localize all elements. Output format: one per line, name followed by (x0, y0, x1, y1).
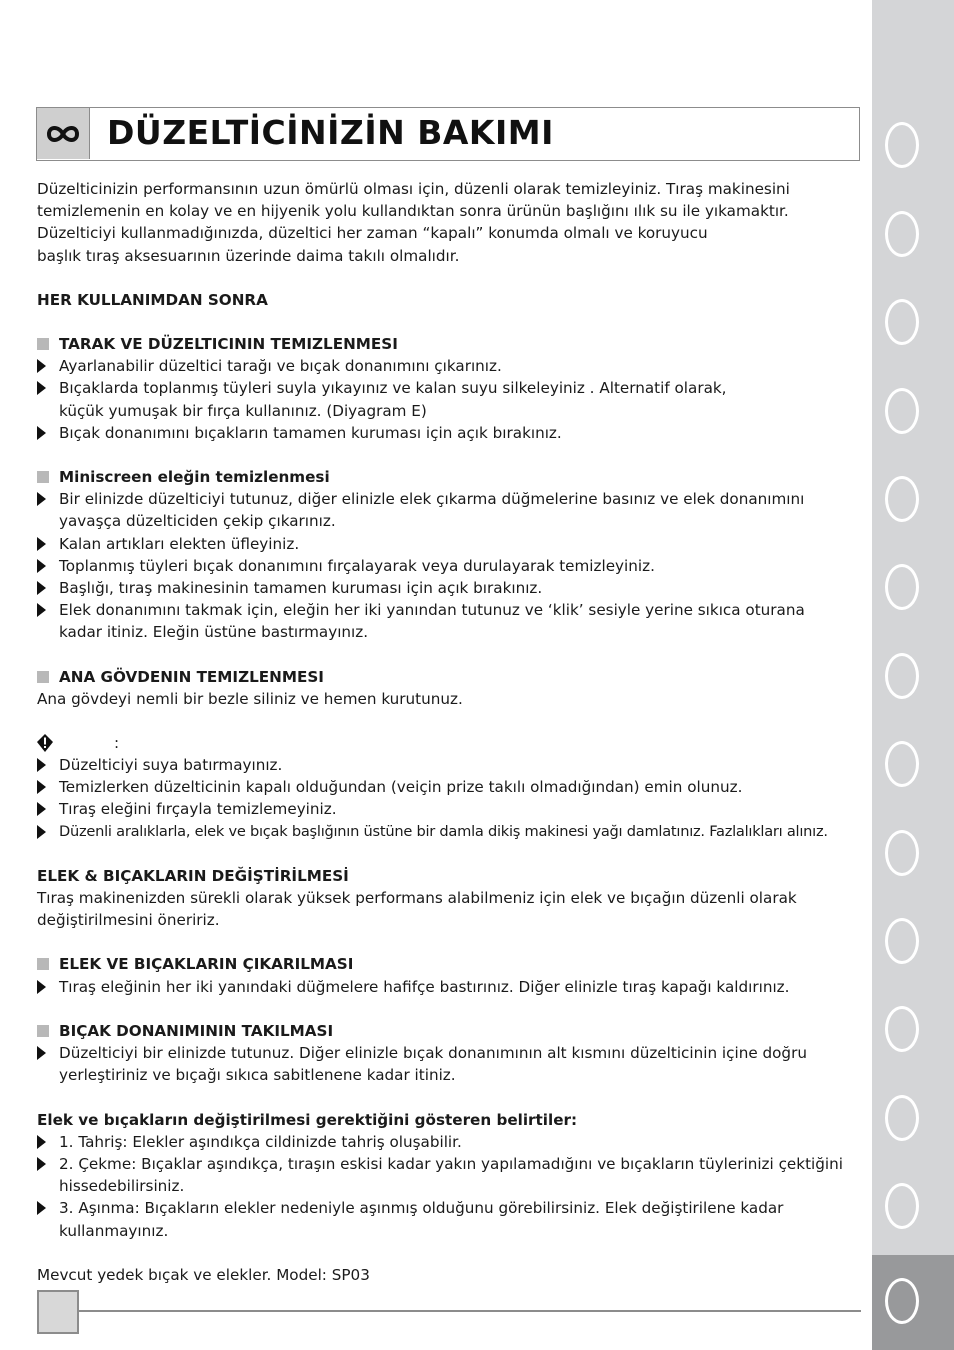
language-tab[interactable] (885, 122, 919, 168)
language-tab[interactable] (885, 1006, 919, 1052)
list-item: 3. Aşınma: Bıçakların elekler nedeniyle aşınmış olduğunu görebilirsiniz. Elek değiştirilene kadar kullanmayınız. (37, 1197, 867, 1241)
replacement-text: değiştirilmesini öneririz. (37, 911, 220, 930)
comb-cleaning-heading: TARAK VE DÜZELTICININ TEMIZLENMESI (37, 333, 867, 355)
list-item: Bir elinizde düzelticiyi tutunuz, diğer elinizle elek çıkarma düğmelerine basınız ve elek donanımını yavaşça düzelticiden çekip çıkarınız. (37, 488, 867, 532)
intro-line: Düzelticiyi kullanmadığınızda, düzeltici her zaman “kapalı” konumda olmalı ve koruyucu (37, 224, 708, 243)
removal-heading: ELEK VE BIÇAKLARIN ÇIKARILMASI (37, 953, 867, 975)
language-tab[interactable] (885, 653, 919, 699)
infinity-icon (37, 108, 90, 159)
warning-item: Düzelticiyi suya batırmayınız. (37, 754, 867, 776)
square-marker-icon (37, 671, 49, 683)
list-item: Tıraş eleğinin her iki yanındaki düğmelere hafifçe bastırınız. Diğer elinizle tıraş kapağı kaldırınız. (37, 976, 867, 998)
language-tab[interactable] (885, 741, 919, 787)
triangle-bullet-icon (37, 492, 46, 506)
list-item: Toplanmış tüyleri bıçak donanımını fırçalayarak veya durulayarak temizleyiniz. (37, 555, 867, 577)
language-tab-active[interactable] (885, 1278, 919, 1324)
triangle-bullet-icon (37, 537, 46, 551)
triangle-bullet-icon (37, 426, 46, 440)
triangle-bullet-icon (37, 758, 46, 772)
after-use-heading: HER KULLANIMDAN SONRA (37, 290, 268, 309)
triangle-bullet-icon (37, 1046, 46, 1060)
spare-parts-note: Mevcut yedek bıçak ve elekler. Model: SP03 (37, 1265, 370, 1284)
triangle-bullet-icon (37, 980, 46, 994)
language-tab[interactable] (885, 299, 919, 345)
triangle-bullet-icon (37, 825, 46, 839)
triangle-bullet-icon (37, 381, 46, 395)
fitting-heading: BIÇAK DONANIMININ TAKILMASI (37, 1020, 867, 1042)
square-marker-icon (37, 1025, 49, 1037)
list-item: Elek donanımını takmak için, eleğin her iki yanından tutunuz ve ‘klik’ sesiyle yerine sıkıca oturana kadar itiniz. Eleğin üstüne bastırmayınız. (37, 599, 867, 643)
warning-item: Tıraş eleğini fırçayla temizlemeyiniz. (37, 798, 867, 820)
page-number-box (37, 1290, 79, 1334)
list-item: 2. Çekme: Bıçaklar aşındıkça, tıraşın eskisi kadar yakın yapılamadığını ve bıçakların tüylerinizi çektiğini hissedebilirsiniz. (37, 1153, 867, 1197)
triangle-bullet-icon (37, 1201, 46, 1215)
language-tab[interactable] (885, 918, 919, 964)
intro-line: başlık tıraş aksesuarının üzerinde daima takılı olmalıdır. (37, 246, 460, 265)
language-tab[interactable] (885, 388, 919, 434)
warning-item: Temizlerken düzelticinin kapalı olduğundan (veiçin prize takılı olmadığından) emin olunuz. (37, 776, 867, 798)
language-tab[interactable] (885, 476, 919, 522)
square-marker-icon (37, 471, 49, 483)
triangle-bullet-icon (37, 559, 46, 573)
footer-divider (79, 1310, 861, 1312)
triangle-bullet-icon (37, 603, 46, 617)
triangle-bullet-icon (37, 802, 46, 816)
list-item: Kalan artıkları elekten üfleyiniz. (37, 533, 867, 555)
intro-line: Düzelticinizin performansının uzun ömürlü olması için, düzenli olarak temizleyiniz. Tıraş makinesini (37, 180, 790, 198)
body-cleaning-heading: ANA GÖVDENIN TEMIZLENMESI (37, 666, 867, 688)
triangle-bullet-icon (37, 359, 46, 373)
triangle-bullet-icon (37, 1157, 46, 1171)
replacement-heading: ELEK & BIÇAKLARIN DEĞİŞTİRİLMESİ (37, 866, 349, 885)
warning-item: Düzenli aralıklarla, elek ve bıçak başlığının üstüne bir damla dikiş makinesi yağı damlatınız. Fazlalıkları alınız. (37, 821, 867, 843)
triangle-bullet-icon (37, 1135, 46, 1149)
triangle-bullet-icon (37, 780, 46, 794)
list-item: Bıçaklarda toplanmış tüyleri suyla yıkayınız ve kalan suyu silkeleyiniz . Alternatif olarak, küçük yumuşak bir fırça kullanınız. (Diyagram E) (37, 377, 867, 421)
list-item: Düzelticiyi bir elinizde tutunuz. Diğer elinizle bıçak donanımının alt kısmını düzelticinin içine doğru yerleştiriniz ve bıçağı sıkıca sabitlenene kadar itiniz. (37, 1042, 867, 1086)
warning-heading: : (37, 732, 867, 754)
language-tab[interactable] (885, 1095, 919, 1141)
miniscreen-heading: Miniscreen eleğin temizlenmesi (37, 466, 867, 488)
language-tab[interactable] (885, 1183, 919, 1229)
language-tab[interactable] (885, 564, 919, 610)
square-marker-icon (37, 958, 49, 970)
language-tab[interactable] (885, 211, 919, 257)
list-item: 1. Tahriş: Elekler aşındıkça cildinizde tahriş oluşabilir. (37, 1131, 867, 1153)
list-item: Başlığı, tıraş makinesinin tamamen kuruması için açık bırakınız. (37, 577, 867, 599)
warning-icon (37, 734, 53, 752)
language-tab[interactable] (885, 830, 919, 876)
intro-line: temizlemenin en kolay ve en hijyenik yolu kullandıktan sonra ürünün başlığını ılık su ile yıkamaktır. (37, 202, 789, 221)
square-marker-icon (37, 338, 49, 350)
main-content (37, 178, 867, 1286)
replacement-text: Tıraş makinenizden sürekli olarak yüksek performans alabilmeniz için elek ve bıçağın düzenli olarak (37, 889, 797, 908)
page-title: DÜZELTİCİNİZİN BAKIMI (107, 113, 554, 152)
list-item: Ayarlanabilir düzeltici tarağı ve bıçak donanımını çıkarınız. (37, 355, 867, 377)
language-tab-sidebar (872, 0, 954, 1350)
triangle-bullet-icon (37, 581, 46, 595)
section-title-bar (36, 107, 860, 161)
list-item: Bıçak donanımını bıçakların tamamen kuruması için açık bırakınız. (37, 422, 867, 444)
symptoms-heading: Elek ve bıçakların değiştirilmesi gerektiğini gösteren belirtiler: (37, 1110, 578, 1129)
body-cleaning-text: Ana gövdeyi nemli bir bezle siliniz ve hemen kurutunuz. (37, 689, 463, 708)
